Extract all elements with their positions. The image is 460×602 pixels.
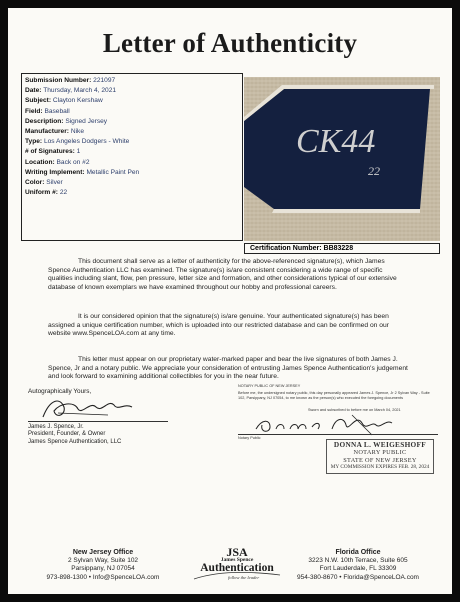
notary-heading: NOTARY PUBLIC OF NEW JERSEY bbox=[238, 384, 301, 388]
office-city: Fort Lauderdale, FL 33309 bbox=[319, 565, 397, 573]
jsa-logo bbox=[188, 545, 286, 583]
logo-tagline: follow the leader bbox=[228, 575, 260, 580]
james-spence-signature bbox=[38, 393, 138, 423]
office-heading: Florida Office bbox=[335, 549, 381, 556]
signature-mark: CK44 bbox=[296, 123, 376, 160]
detail-label: Uniform #: bbox=[25, 189, 58, 197]
detail-value: 221097 bbox=[93, 77, 116, 84]
authenticity-statement: This document shall serve as a letter of authenticity for the above-referenced signature(s), which James Spence Authentication LLC has examined. The signature(s) is/are consistent considering a wide range of specific qualities including slant, flow, pen pressure, letter size and formation, and other considerations typical of our extensive database of known exemplars we have examined throughout our hobby and professional careers. bbox=[48, 258, 397, 292]
signature-number: 22 bbox=[368, 164, 380, 178]
details-box bbox=[21, 73, 243, 241]
notary-expiry: MY COMMISSION EXPIRES FEB. 28, 2024 bbox=[330, 464, 430, 470]
notary-stamp bbox=[326, 439, 434, 474]
detail-label: Manufacturer: bbox=[25, 128, 69, 136]
office-contact: 954-380-8670 • Florida@SpenceLOA.com bbox=[297, 573, 419, 581]
signer-block bbox=[28, 388, 178, 468]
detail-value: Back on #2 bbox=[56, 158, 90, 166]
detail-row bbox=[25, 117, 239, 127]
genuine-opinion: It is our considered opinion that the signature(s) is/are genuine. Your authenticated signature(s) has been assigned a unique certification number, which is uploaded into our restricted database and can be confirmed on our website www.SpenceLOA.com at any time. bbox=[48, 313, 389, 338]
notary-block bbox=[238, 384, 438, 476]
detail-label: # of Signatures: bbox=[25, 148, 75, 156]
notary-signature-line bbox=[238, 434, 438, 435]
signer-title: President, Founder, & Owner bbox=[28, 431, 106, 438]
detail-row bbox=[25, 107, 239, 117]
detail-label: Field: bbox=[25, 107, 43, 115]
office-city: Parsippany, NJ 07054 bbox=[71, 565, 135, 573]
detail-value: 22 bbox=[59, 189, 68, 197]
signer-company: James Spence Authentication, LLC bbox=[28, 438, 122, 445]
notary-state: STATE OF NEW JERSEY bbox=[343, 456, 417, 464]
detail-row bbox=[25, 86, 239, 96]
detail-label: Type: bbox=[25, 138, 43, 146]
detail-row bbox=[25, 96, 239, 106]
notary-title: NOTARY PUBLIC bbox=[353, 449, 407, 456]
detail-label: Location: bbox=[25, 158, 55, 166]
letter-page bbox=[8, 8, 452, 594]
office-address: 2 Sylvan Way, Suite 102 bbox=[67, 557, 139, 565]
detail-value: Silver bbox=[46, 179, 63, 187]
detail-row bbox=[25, 137, 239, 147]
certification-number-box bbox=[244, 243, 440, 254]
detail-value: Signed Jersey bbox=[65, 117, 108, 125]
detail-label: Color: bbox=[25, 179, 45, 187]
logo-abbr: JSA bbox=[226, 545, 248, 559]
detail-value: Los Angeles Dodgers - White bbox=[43, 138, 130, 146]
jersey-photo bbox=[244, 77, 440, 241]
detail-row bbox=[25, 188, 239, 198]
detail-row bbox=[25, 178, 239, 188]
notary-sworn-date: Sworn and subscribed to before me on March 04, 2021 bbox=[308, 408, 401, 412]
certification-value: BB83228 bbox=[323, 245, 354, 252]
office-heading: New Jersey Office bbox=[72, 549, 134, 556]
office-address: 3223 N.W. 10th Terrace, Suite 605 bbox=[308, 557, 408, 565]
notary-caption: Notary Public bbox=[238, 436, 261, 440]
detail-row bbox=[25, 147, 239, 157]
new-jersey-office bbox=[28, 549, 178, 582]
logo-main: Authentication bbox=[200, 562, 274, 574]
closing-label: Autographically Yours, bbox=[28, 388, 92, 395]
item-photo bbox=[244, 77, 440, 241]
florida-office bbox=[283, 549, 433, 582]
detail-value: Thursday, March 4, 2021 bbox=[43, 87, 117, 95]
detail-label: Writing Implement: bbox=[25, 168, 85, 176]
detail-label: Date: bbox=[25, 87, 42, 95]
detail-value: 1 bbox=[76, 148, 81, 156]
detail-row bbox=[25, 127, 239, 137]
detail-value: Nike bbox=[70, 128, 85, 136]
signer-name-block bbox=[28, 424, 188, 446]
letter-conditions: This letter must appear on our proprietary water-marked paper and bear the live signatures of both James J. Spence, Jr and a notary public. We appreciate your consideration of entrusting James Spence Authentication's judgement and look forward to examining additional collectibles for you in the near future. bbox=[48, 356, 408, 381]
logo-top: James Spence bbox=[220, 557, 254, 563]
office-contact: 973-898-1300 • Info@SpenceLOA.com bbox=[46, 573, 160, 581]
detail-value: Metallic Paint Pen bbox=[86, 168, 140, 176]
document-title: Letter of Authenticity bbox=[102, 28, 358, 58]
signer-name: James J. Spence, Jr. bbox=[28, 424, 84, 430]
detail-value: Baseball bbox=[44, 107, 70, 115]
certification-label: Certification Number: bbox=[250, 245, 322, 252]
detail-label: Submission Number: bbox=[25, 77, 92, 84]
detail-label: Subject: bbox=[25, 97, 52, 105]
detail-row bbox=[25, 158, 239, 168]
detail-row bbox=[25, 76, 239, 86]
notary-name: DONNA L. WEIGESHOFF bbox=[333, 440, 427, 449]
detail-label: Description: bbox=[25, 117, 64, 125]
notary-body: Before me, the undersigned notary public, this day personally appeared James J. Spence, Jr 2 Sylvan Way - Suite 102, Parsippany, NJ 07054, to me known as the person(s) who executed the foregoing documents bbox=[238, 391, 430, 400]
signature-line bbox=[28, 421, 168, 422]
detail-row bbox=[25, 168, 239, 178]
detail-value: Clayton Kershaw bbox=[52, 97, 103, 105]
